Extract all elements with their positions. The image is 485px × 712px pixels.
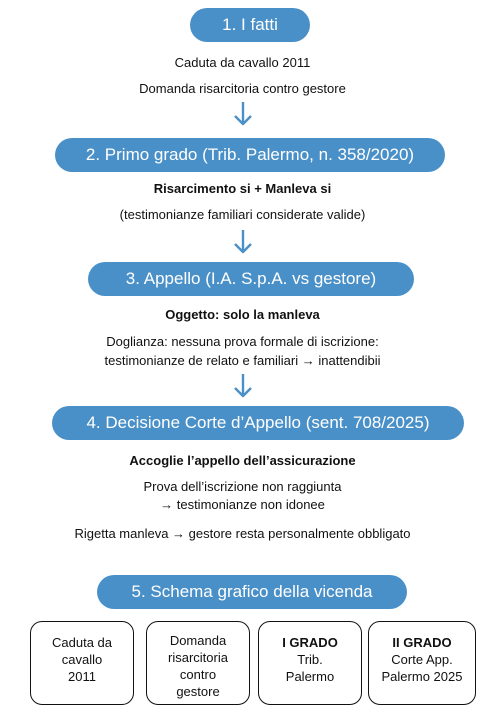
step-1-header: 1. I fatti [190, 8, 310, 42]
schema-box-claim [146, 621, 250, 705]
schema-box-line: Palermo 2025 [381, 669, 463, 684]
step-4-line-2: Prova dell’iscrizione non raggiunta [143, 479, 342, 494]
arrow-down-icon [232, 101, 254, 127]
step-2-header: 2. Primo grado (Trib. Palermo, n. 358/2020) [55, 138, 445, 172]
schema-box-line: 2011 [68, 669, 96, 684]
step-1-line-1: Caduta da cavallo 2011 [174, 55, 311, 70]
step-3-line-1: Oggetto: solo la manleva [165, 307, 320, 322]
step-3-header: 3. Appello (I.A. S.p.A. vs gestore) [88, 262, 414, 296]
arrow-down-icon [232, 229, 254, 255]
schema-box-first-instance [258, 621, 362, 705]
schema-box-appeal [368, 621, 476, 705]
step-2-line-2: (testimonianze familiari considerate valide) [119, 207, 366, 222]
schema-box-line: risarcitoria [168, 650, 228, 665]
step-4-line-3: → testimonianze non idonee [160, 497, 325, 512]
arrow-down-icon [232, 373, 254, 399]
schema-box-heading: II GRADO [392, 635, 452, 650]
step-2-line-1: Risarcimento si + Manleva si [153, 181, 332, 196]
schema-box-line: contro [179, 667, 217, 682]
step-3-line-2: Doglianza: nessuna prova formale di iscrizione: [106, 334, 379, 349]
schema-box-line: Corte App. [391, 652, 453, 667]
schema-box-line: Palermo [285, 669, 335, 684]
step-5-header: 5. Schema grafico della vicenda [97, 575, 407, 609]
schema-box-line: Caduta da [52, 635, 112, 650]
schema-box-line: Trib. [297, 652, 323, 667]
step-1-line-2: Domanda risarcitoria contro gestore [139, 81, 346, 96]
step-4-line-1: Accoglie l’appello dell’assicurazione [129, 453, 356, 468]
schema-box-line: gestore [176, 684, 220, 699]
step-4-line-4: Rigetta manleva → gestore resta personalmente obbligato [74, 526, 411, 541]
step-3-line-3: testimonianze de relato e familiari → inattendibii [104, 353, 381, 368]
schema-box-line: Domanda [169, 633, 227, 648]
schema-box-fall [30, 621, 134, 705]
schema-box-line: cavallo [61, 652, 103, 667]
schema-box-heading: I GRADO [282, 635, 338, 650]
step-4-header: 4. Decisione Corte d’Appello (sent. 708/2025) [52, 406, 464, 440]
